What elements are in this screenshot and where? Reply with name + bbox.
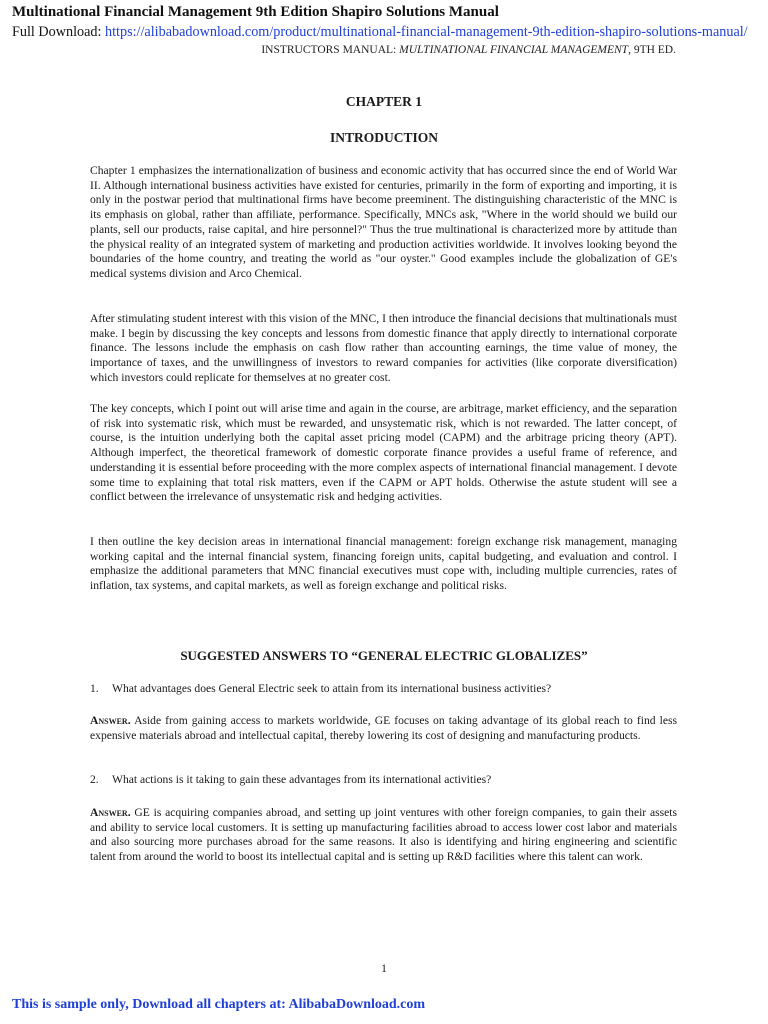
paragraph-text: After stimulating student interest with this vision of the MNC, I then introduce the financial decisions that multinationals must make. I begin by discussing the key concepts and lessons from domestic finance that apply directly to international corporate finance. The lessons include the emphasis on cash flow rather than accounting earnings, the time value of money, the importance of taxes, and the unwillingness of investors to reward companies for activities (like corporate diversification) which investors could replicate for themselves at no greater cost. <box>90 312 678 384</box>
download-link[interactable]: https://alibabadownload.com/product/multinational-financial-management-9th-edition-shapiro-solutions-manual/ <box>105 24 748 40</box>
paragraph-text: The key concepts, which I point out will arise time and again in the course, are arbitrage, market efficiency, and the separation of risk into systematic risk, which must be rewarded, and unsystematic risk, which is not rewarded. The latter concept, of course, is the intuition underlying both the capital asset pricing model (CAPM) and the arbitrage pricing theory (APT). Although imperfect, the theoretical framework of domestic corporate finance provides a useful frame of reference, and understanding it is essential before proceeding with the more complex aspects of international financial management. I devote some time to explaining that total risk matters, even if the CAPM or APT holds. Otherwise the astute student will see a conflict between the irrelevance of unsystematic risk and hedging activities. <box>90 402 677 504</box>
running-head-book: MULTINATIONAL FINANCIAL MANAGEMENT <box>399 44 629 56</box>
intro-paragraph-2 <box>90 312 677 386</box>
answer-text: GE is acquiring companies abroad, and setting up joint ventures with other foreign companies, to gain their assets and ability to service local customers. It is setting up manufacturing facilities abroad to access lower cost labor and materials and also sourcing more purchases abroad for the same reasons. It also is identifying and hiring engineering and scientific talent from around the world to boost its intellectual capital and is setting up R&D facilities where this talent can work. <box>90 806 677 864</box>
answer-1 <box>90 714 677 743</box>
intro-paragraph-4 <box>90 535 677 594</box>
footer-download-banner[interactable]: This is sample only, Download all chapters at: AlibabaDownload.com <box>12 997 426 1012</box>
download-banner-line <box>12 24 748 41</box>
answer-label: Answer. <box>90 806 131 819</box>
question-number: 1. <box>90 682 99 695</box>
paragraph-text: Chapter 1 emphasizes the internationalization of business and economic activity that has occurred since the end of World War II. Although international business activities have existed for centuries, primarily in the form of exporting and importing, it is only in the postwar period that multinational firms have become preeminent. The distinguishing characteristic of the MNC is its emphasis on global, rather than affiliate, performance. Specifically, MNCs ask, "Where in the world should we build our plants, sell our products, raise capital, and hire personnel?" Thus the true multinational is characterized more by attitude than the physical reality of an integrated system of marketing and production activities worldwide. It involves looking beyond the boundaries of the home country, and treating the world as "our oyster." Good examples include the globalization of GE's medical systems division and Arco Chemical. <box>90 164 677 280</box>
paragraph-text: I then outline the key decision areas in international financial management: foreign exchange risk management, managing working capital and the internal financial system, financing foreign units, capital budgeting, and evaluation and control. I emphasize the additional parameters that MNC financial executives must cope with, including multiple currencies, rates of inflation, tax systems, and capital markets, as well as foreign exchange and political risks. <box>90 535 677 593</box>
question-text: What actions is it taking to gain these advantages from its international activities? <box>112 773 492 786</box>
answer-text: Aside from gaining access to markets worldwide, GE focuses on taking advantage of its global reach to find less expensive materials abroad and intellectual capital, thereby lowering its cost of designing and manufacturing products. <box>90 714 677 742</box>
question-number: 2. <box>90 773 99 786</box>
chapter-title: INTRODUCTION <box>329 130 438 145</box>
intro-paragraph-1 <box>90 164 677 282</box>
intro-paragraph-3 <box>90 402 677 505</box>
download-prefix: Full Download: <box>12 24 106 40</box>
running-head <box>261 44 676 56</box>
running-head-prefix: INSTRUCTORS MANUAL: <box>261 44 400 56</box>
download-banner-title: Multinational Financial Management 9th Edition Shapiro Solutions Manual <box>12 4 499 20</box>
chapter-number: CHAPTER 1 <box>345 94 423 109</box>
running-head-suffix: , 9TH ED. <box>628 44 676 56</box>
answer-2 <box>90 806 677 865</box>
question-2 <box>90 773 677 788</box>
page-number: 1 <box>381 963 387 975</box>
answer-label: Answer. <box>90 714 131 727</box>
question-text: What advantages does General Electric seek to attain from its international business activities? <box>112 682 552 695</box>
section-heading: SUGGESTED ANSWERS TO “GENERAL ELECTRIC GLOBALIZES” <box>180 648 588 663</box>
question-1 <box>90 682 677 697</box>
